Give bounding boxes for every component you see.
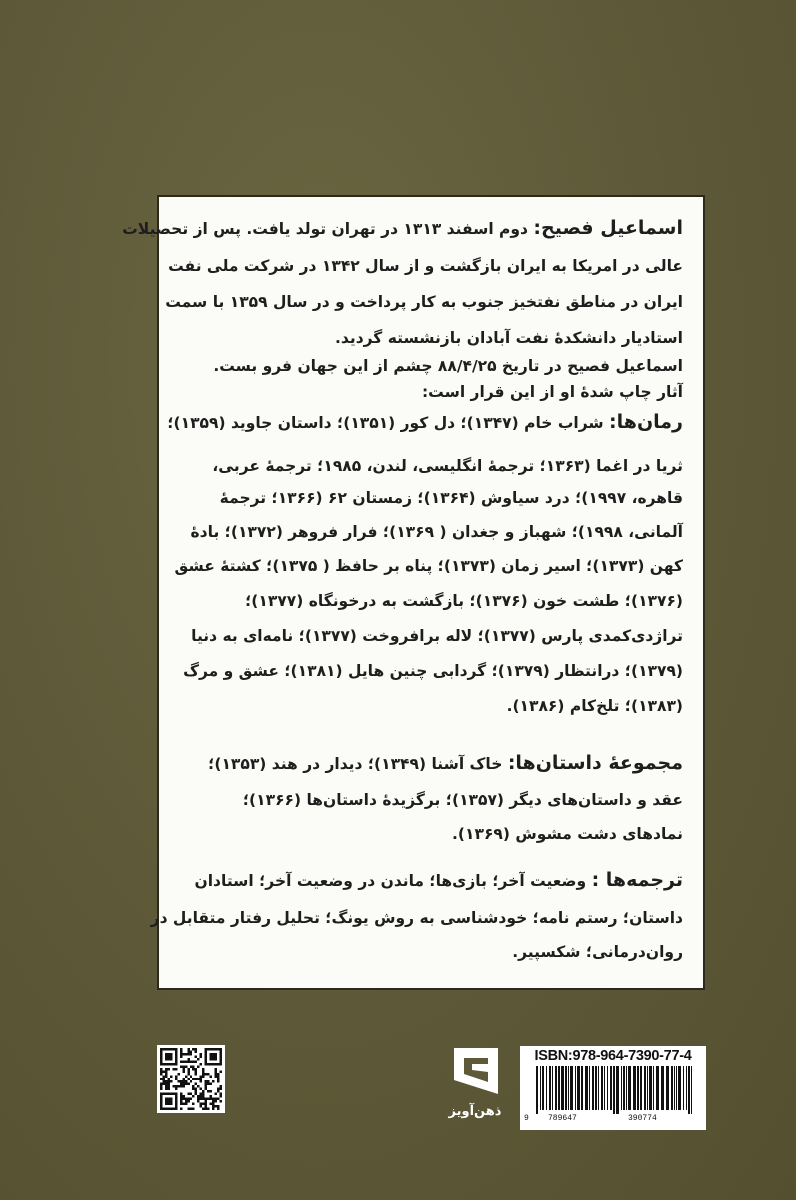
- isbn-label: ISBN:978-964-7390-77-4: [534, 1048, 692, 1064]
- bio-heading: اسماعیل فصیح:: [533, 217, 683, 239]
- novels-line: تراژدی‌کمدی پارس (۱۳۷۷)؛ لاله برافروخت (۱۳۷۷)؛ نامه‌ای به دنیا: [191, 627, 683, 645]
- bio-line: آثار چاپ شدهٔ او از این قرار است:: [421, 383, 683, 401]
- bio-line: عالی در امریکا به ایران بازگشت و از سال ۱۳۴۲ در شرکت ملی نفت: [168, 257, 683, 275]
- translations-line: ترجمه‌ها : وضعیت آخر؛ بازی‌ها؛ ماندن در وضعیت آخر؛ استادان: [194, 869, 683, 891]
- stories-line: نمادهای دشت مشوش (۱۳۶۹).: [452, 825, 683, 843]
- novels-line: قاهره، ۱۹۹۷)؛ درد سیاوش (۱۳۶۴)؛ زمستان ۶۲ (۱۳۶۶؛ ترجمهٔ: [219, 489, 683, 507]
- barcode-digit-prefix: 9: [524, 1114, 529, 1123]
- novels-line: (۱۳۷۹)؛ درانتظار (۱۳۷۹)؛ گردابی چنین هایل (۱۳۸۱)؛ عشق و مرگ: [183, 662, 683, 680]
- bio-line: استادیار دانشکدهٔ نفت آبادان بازنشسته گردید.: [335, 329, 683, 347]
- novels-line: کهن (۱۳۷۳)؛ اسیر زمان (۱۳۷۳)؛ پناه بر حافظ ( ۱۳۷۵)؛ کشتهٔ عشق: [174, 557, 683, 575]
- barcode-bars: [526, 1066, 700, 1114]
- bio-line: اسماعیل فصیح: دوم اسفند ۱۳۱۳ در تهران تولد یافت. پس از تحصیلات: [122, 217, 683, 239]
- stories-heading: مجموعهٔ داستان‌ها:: [507, 752, 683, 774]
- translations-line: روان‌درمانی؛ شکسپیر.: [512, 943, 683, 961]
- barcode-digits-right: 390774: [628, 1114, 657, 1123]
- novels-heading: رمان‌ها:: [609, 411, 683, 433]
- barcode-digits-left: 789647: [548, 1114, 577, 1123]
- publisher-name: ذهن‌آویز: [448, 1104, 502, 1119]
- stories-line: مجموعهٔ داستان‌ها: خاک آشنا (۱۳۴۹)؛ دیدار در هند (۱۳۵۳)؛: [208, 752, 683, 774]
- back-cover-text-panel: [122, 195, 705, 990]
- bio-line: ایران در مناطق نفتخیز جنوب به کار پرداخت و در سال ۱۳۵۹ با سمت: [165, 293, 683, 311]
- stories-line: عقد و داستان‌های دیگر (۱۳۵۷)؛ برگزیدهٔ داستان‌ها (۱۳۶۶)؛: [242, 791, 683, 809]
- qr-code-icon: [157, 1045, 225, 1113]
- bio-line: اسماعیل فصیح در تاریخ ۸۸/۴/۲۵ چشم از این جهان فرو بست.: [213, 357, 683, 375]
- novels-line: ثریا در اغما (۱۳۶۳؛ ترجمهٔ انگلیسی، لندن، ۱۹۸۵؛ ترجمهٔ عربی،: [212, 457, 683, 475]
- novels-line: (۱۳۸۳)؛ تلخ‌کام (۱۳۸۶).: [506, 697, 683, 715]
- translations-heading: ترجمه‌ها :: [591, 869, 683, 891]
- novels-line: رمان‌ها: شراب خام (۱۳۴۷)؛ دل کور (۱۳۵۱)؛ داستان جاوید (۱۳۵۹)؛: [167, 411, 683, 433]
- translations-line: داستان؛ رستم نامه؛ خودشناسی به روش یونگ؛ تحلیل رفتار متقابل در: [150, 909, 683, 927]
- isbn-barcode: [520, 1046, 706, 1130]
- novels-line: (۱۳۷۶)؛ طشت خون (۱۳۷۶)؛ بازگشت به درخونگاه (۱۳۷۷)؛: [245, 592, 683, 610]
- novels-line: آلمانی، ۱۹۹۸)؛ شهباز و جغدان ( ۱۳۶۹)؛ فرار فروهر (۱۳۷۲)؛ بادهٔ: [190, 523, 683, 541]
